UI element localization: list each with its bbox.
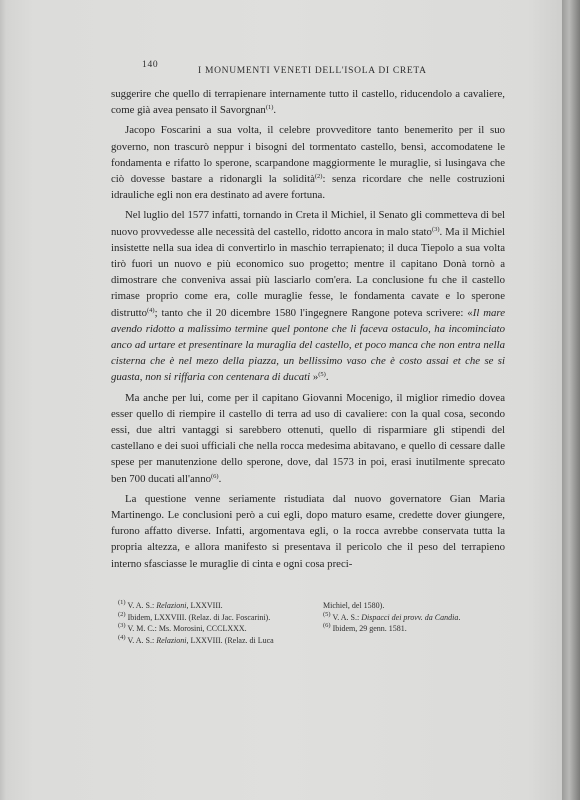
- footnote-ref-1: (1): [265, 104, 274, 112]
- footnote-5-mark: (5): [323, 610, 331, 618]
- paragraph-5-text: La questione venne seriamente ristudiata dal nuovo governatore Gian Maria Martinengo. Le conclusioni però a cui egli, dopo maturo esame, credette dover giungere, furono affatto diverse. Infatti, argomentava egli, o la rocca avrebbe conservata tutta la propria altezza, e allora manifesto si presentava il pericolo che il peso del terrapieno interno sfasciasse le muraglie di cinta e ogni cosa preci-: [111, 492, 505, 570]
- footnote-4-text: V. A. S.:: [127, 635, 157, 645]
- footnote-4: [118, 635, 323, 647]
- footnote-2-mark: (2): [118, 610, 126, 618]
- paragraph-2: [111, 122, 505, 203]
- paragraph-1: [111, 86, 505, 118]
- rangone-quotation: Il mare avendo ridotto a malissimo termine quel pontone che li faceva ostaculo, ha incominciato anco ad urtare et presentinare la muraglia del castello, et poco manca che non entra nella cisterna che è nel mezo della piazza, un bellissimo vaso che è costo assai et che se si guasta, non si riffaria con centenara di ducati: [111, 306, 505, 384]
- footnote-2-text: Ibidem, LXXVIII. (Relaz. di Jac. Foscarini).: [127, 612, 271, 622]
- quotation-close: »: [310, 371, 319, 384]
- footnote-ref-3: (3): [431, 225, 440, 233]
- paragraph-3-end: .: [325, 371, 329, 384]
- paragraph-5: [111, 491, 505, 572]
- footnote-1-italic: Relazioni: [156, 601, 187, 610]
- paragraph-2-text-b: : senza ricordare che nelle costruzioni idrauliche egli non era destinato ad avere fortuna.: [111, 173, 505, 202]
- page-edge: [562, 0, 580, 800]
- binding-shadow: [0, 0, 6, 800]
- footnote-5-text: V. A. S.:: [332, 612, 362, 622]
- footnote-4-continued-text: Michiel, del 1580).: [323, 601, 385, 610]
- footnote-2: [118, 612, 323, 624]
- paragraph-1-end: .: [273, 104, 277, 117]
- footnote-5: [323, 612, 498, 624]
- footnote-4-italic: Relazioni: [156, 635, 187, 645]
- footnote-3: [118, 623, 323, 635]
- footnote-6: [323, 623, 498, 635]
- paragraph-2-text-a: Jacopo Foscarini a sua volta, il celebre provveditore tanto benemerito per il suo governo, non trascurò neppur i bisogni del tormentato castello, bensì, accomodatene le fondamenta e rifatto lo sperone, scarpandone maggiormente le muraglie, si lusingava che ciò dovesse bastare a ridonargli la solidità: [111, 124, 505, 186]
- footnote-ref-6: (6): [211, 472, 219, 480]
- footnote-3-text: V. M. C.: Ms. Morosini, CCCLXXX.: [127, 624, 247, 633]
- paragraph-4-text: Ma anche per lui, come per il capitano Giovanni Mocenigo, il miglior rimedio dovea esser quello di riempire il castello di terra ad uso di cavaliere: con la qual cosa, secondo essi, due altri vantaggi si sarebbero ottenuti, quello di risparmiare gli stipendi del castellano e dei suoi ufficiali che nella rocca medesima abitavano, e quello di cessare dalle spese per manutenzione dello sperone, dove, dal 1573 in poi, erasi inutilmente sprecato ben 700 ducati all'anno: [111, 391, 505, 485]
- footnote-4-mark: (4): [118, 633, 126, 641]
- footnote-3-mark: (3): [118, 622, 126, 629]
- paragraph-3: [111, 207, 505, 385]
- footnote-ref-2: (2): [314, 173, 323, 181]
- footnotes-right-column: [323, 600, 498, 635]
- footnote-5-italic: Dispacci dei provv. da Candia: [361, 612, 459, 622]
- body-text: [111, 86, 505, 576]
- paragraph-3-text-c: ; tanto che il 20 dicembre 1580 l'ingegnere Rangone poteva scrivere: «: [154, 306, 473, 319]
- paragraph-4: [111, 390, 505, 487]
- footnote-4-continued: [323, 600, 498, 612]
- footnote-4-rest: , LXXVIII. (Relaz. di Luca: [186, 635, 274, 645]
- footnote-1-text: V. A. S.:: [127, 601, 157, 610]
- paragraph-3-text-a: Nel luglio del 1577 infatti, tornando in Creta il Michiel, il Senato gli commetteva di bel nuovo provvedesse alle necessità del castello, ridotto ancora in malo stato: [111, 209, 505, 238]
- footnote-6-text: Ibidem, 29 genn. 1581.: [332, 624, 407, 633]
- paragraph-1-text: suggerire che quello di terrapienare internamente tutto il castello, riducendolo a cavaliere, come già avea pensato il Savorgnan: [111, 88, 505, 117]
- paragraph-4-end: .: [218, 472, 222, 485]
- footnote-ref-4: (4): [147, 306, 155, 314]
- running-title: I MONUMENTI VENETI DELL'ISOLA DI CRETA: [198, 66, 427, 76]
- footnote-1: [118, 600, 323, 612]
- footnote-6-mark: (6): [323, 622, 331, 629]
- footnotes-left-column: [118, 600, 323, 646]
- footnote-1-mark: (1): [118, 599, 126, 606]
- footnote-1-rest: , LXXVIII.: [186, 601, 223, 610]
- paragraph-3-text-b: . Ma il Michiel insistette nella sua idea di convertirlo in maschio terrapienato; il duca Tiepolo a sua volta tirò fuori un nuovo e più economico suo progetto; mentre il capitano Donà tornò a dimostrare che conveniva assai più lasciarlo com'era. La conclusione fu che il castello rimase proprio come era, colle muraglie fesse, le fondamenta cavate e lo sperone distrutto: [111, 225, 505, 319]
- page-number: 140: [142, 60, 159, 70]
- running-head: [142, 62, 514, 76]
- footnote-ref-5: (5): [318, 371, 326, 379]
- footnote-5-rest: .: [458, 612, 461, 622]
